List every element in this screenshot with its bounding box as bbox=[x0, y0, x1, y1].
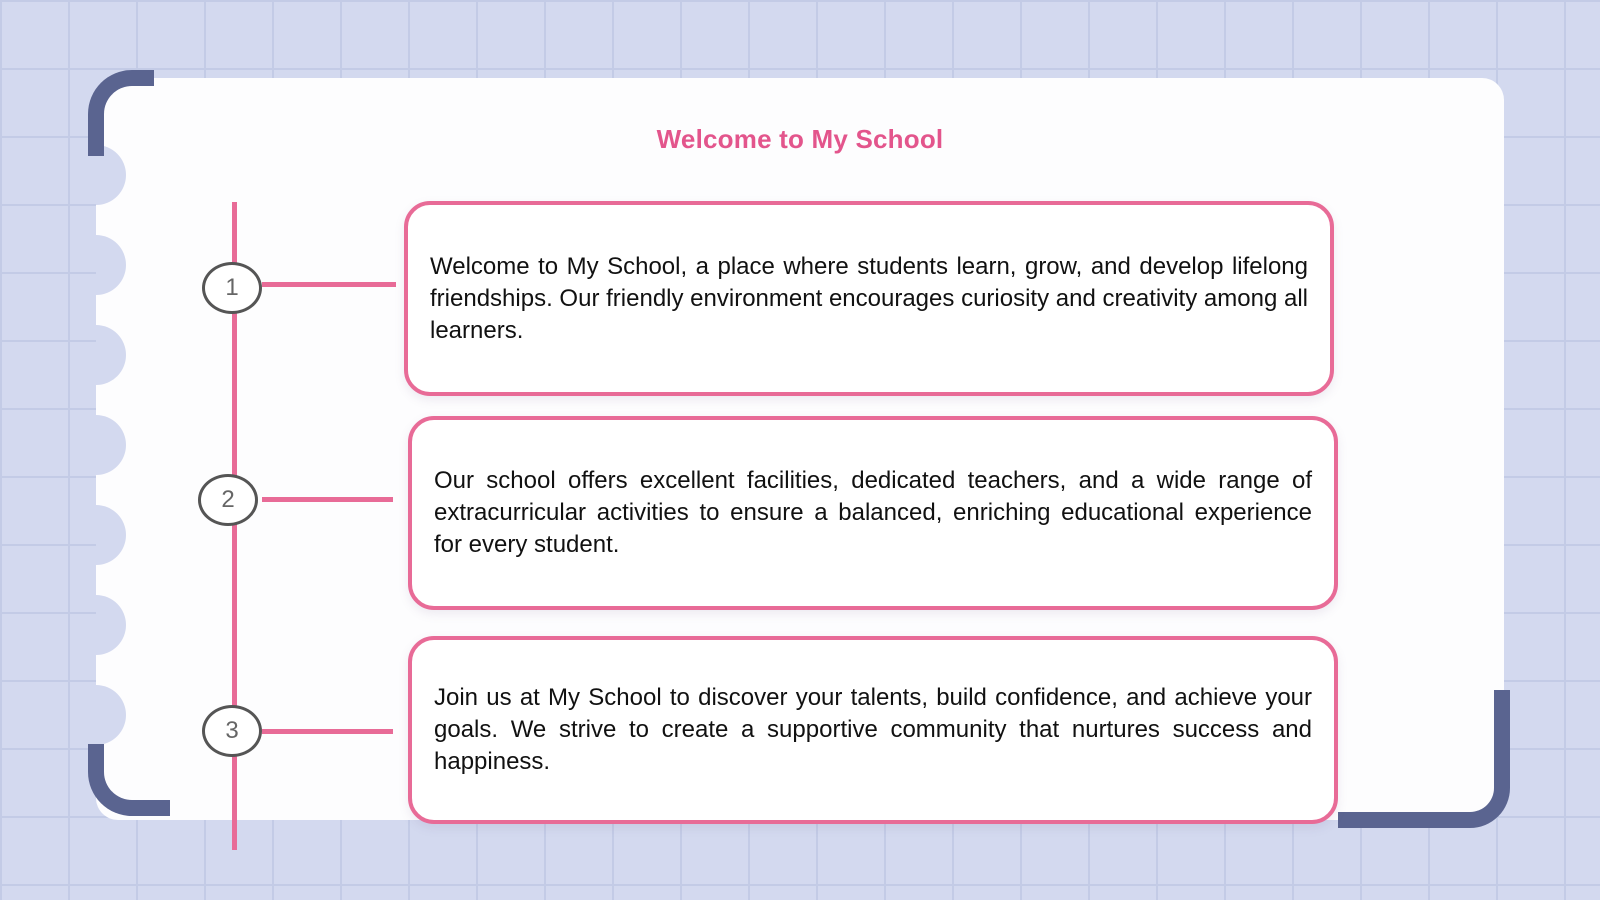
step-connector bbox=[262, 282, 396, 287]
step-text: Our school offers excellent facilities, dedicated teachers, and a wide range of extracurricular activities to ensure a balanced, enriching educational experience for every student. bbox=[434, 467, 1312, 558]
step-number: 1 bbox=[225, 274, 239, 301]
step-connector bbox=[262, 497, 393, 502]
step-connector bbox=[262, 729, 393, 734]
step-text: Join us at My School to discover your talents, build confidence, and achieve your goals. We strive to create a supportive community that nurtures success and happiness. bbox=[434, 684, 1312, 775]
step-card bbox=[408, 636, 1338, 824]
step-number: 3 bbox=[225, 717, 239, 744]
step-card bbox=[408, 416, 1338, 610]
frame-corner-top-left bbox=[88, 70, 154, 156]
frame-corner-bottom-right bbox=[1338, 690, 1510, 828]
slide-title: Welcome to My School bbox=[656, 124, 944, 154]
step-number: 2 bbox=[221, 486, 235, 513]
step-number-circle bbox=[202, 262, 262, 314]
step-card bbox=[404, 201, 1334, 396]
step-text: Welcome to My School, a place where students learn, grow, and develop lifelong friendships. Our friendly environment encourages curiosity and creativity among all learners. bbox=[430, 252, 1308, 344]
step-number-circle bbox=[198, 474, 258, 526]
step-number-circle bbox=[202, 705, 262, 757]
